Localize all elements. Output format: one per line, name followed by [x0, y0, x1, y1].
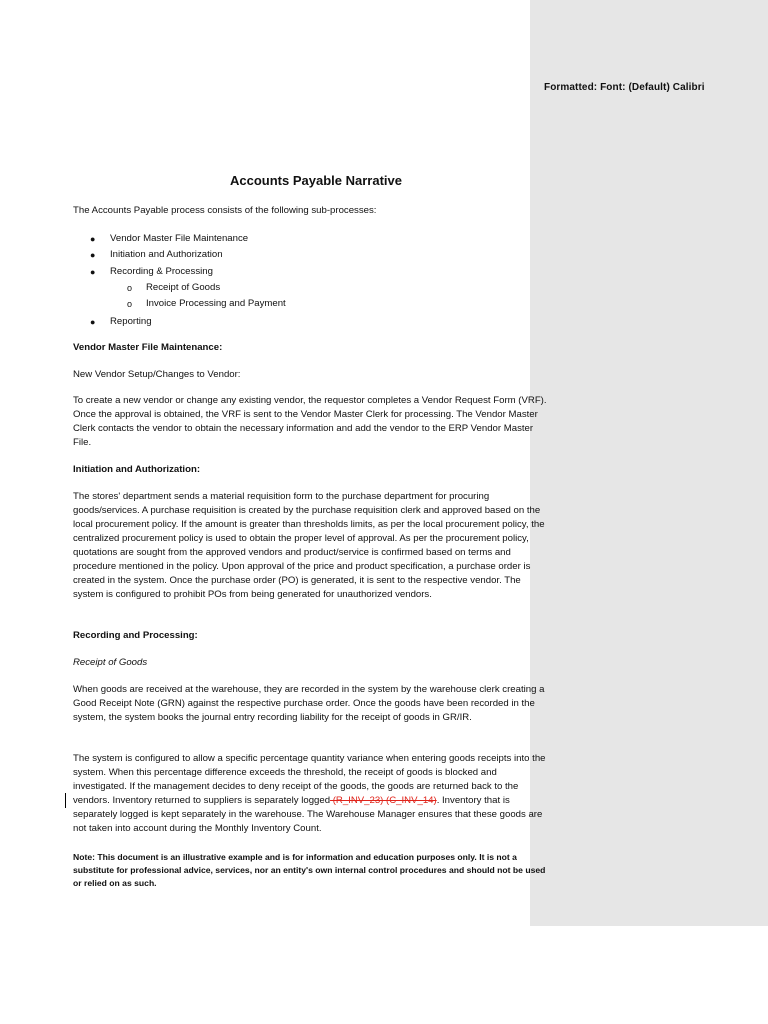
list-item: Recording & Processing [110, 266, 213, 277]
sub-bullet-symbol: o [127, 299, 133, 309]
list-item: Initiation and Authorization [110, 249, 223, 260]
sub-bullet-symbol: o [127, 283, 133, 293]
section-subheading: Receipt of Goods [73, 657, 148, 668]
bullet-symbol: ● [90, 267, 96, 277]
bullet-symbol: ● [90, 234, 96, 244]
paragraph-text: The system is configured to allow a specific percentage quantity variance when entering goods receipts into the system. When this percentage difference exceeds the threshold, the receipt of goods is blocked and investigated. If the management decides to deny receipt of the goods, the goods are returned back to the vendors. Inventory returned to suppliers is separately logged [73, 753, 546, 806]
bullet-symbol: ● [90, 317, 96, 327]
deleted-text: (R_INV_23) (C_INV_14) [330, 795, 437, 806]
paragraph-with-tracked-change [73, 752, 553, 836]
section-subheading: New Vendor Setup/Changes to Vendor: [73, 369, 241, 380]
sub-list-item: Receipt of Goods [146, 282, 221, 293]
document-title: Accounts Payable Narrative [230, 173, 402, 188]
section-heading: Initiation and Authorization: [73, 464, 201, 475]
paragraph: When goods are received at the warehouse, they are recorded in the system by the warehouse clerk creating a Good Receipt Note (GRN) against the respective purchase order. Once the goods have been recorded in the system, the system books the journal entry recording liability for the receipt of goods in GR/IR. [73, 684, 545, 723]
section-heading: Recording and Processing: [73, 630, 198, 641]
section-heading: Vendor Master File Maintenance: [73, 342, 223, 353]
list-item: Reporting [110, 316, 152, 327]
change-bar [65, 793, 66, 808]
intro-paragraph: The Accounts Payable process consists of the following sub-processes: [73, 205, 377, 216]
paragraph: To create a new vendor or change any existing vendor, the requestor completes a Vendor Request Form (VRF). Once the approval is obtained, the VRF is sent to the Vendor Master Clerk for processing. The Vendor Master Clerk contacts the vendor to obtain the necessary information and add the vendor to the ERP Vendor Master File. [73, 395, 547, 448]
comment-pane [530, 0, 768, 926]
paragraph: The stores' department sends a material requisition form to the purchase department for procuring goods/services. A purchase requisition is created by the purchase requisition clerk and approved based on the local procurement policy. If the amount is greater than thresholds limits, as per the local procurement policy, the centralized procurement policy is used to obtain the proper level of approval. As per the procurement policy, quotations are sought from the approved vendors and product/service is confirmed based on terms and procedure mentioned in the policy. Upon approval of the price and product specification, a purchase order is created in the system. Once the purchase order (PO) is generated, it is sent to the respective vendor. The system is configured to prohibit POs from being generated for unauthorized vendors. [73, 491, 545, 600]
list-item: Vendor Master File Maintenance [110, 233, 249, 244]
bullet-symbol: ● [90, 250, 96, 260]
disclaimer-note: Note: This document is an illustrative example and is for information and education purposes only. It is not a substitute for professional advice, services, nor an entity's own internal control procedures and should not be used or relied on as such. [73, 852, 546, 888]
paragraph-text: . Inventory that is separately logged is kept separately in the warehouse. The Warehouse Manager ensures that these goods are not taken into account during the Monthly Inventory Count. [73, 795, 543, 834]
sub-list-item: Invoice Processing and Payment [146, 298, 286, 309]
comment-balloon-text: Formatted: Font: (Default) Calibri [544, 82, 705, 93]
